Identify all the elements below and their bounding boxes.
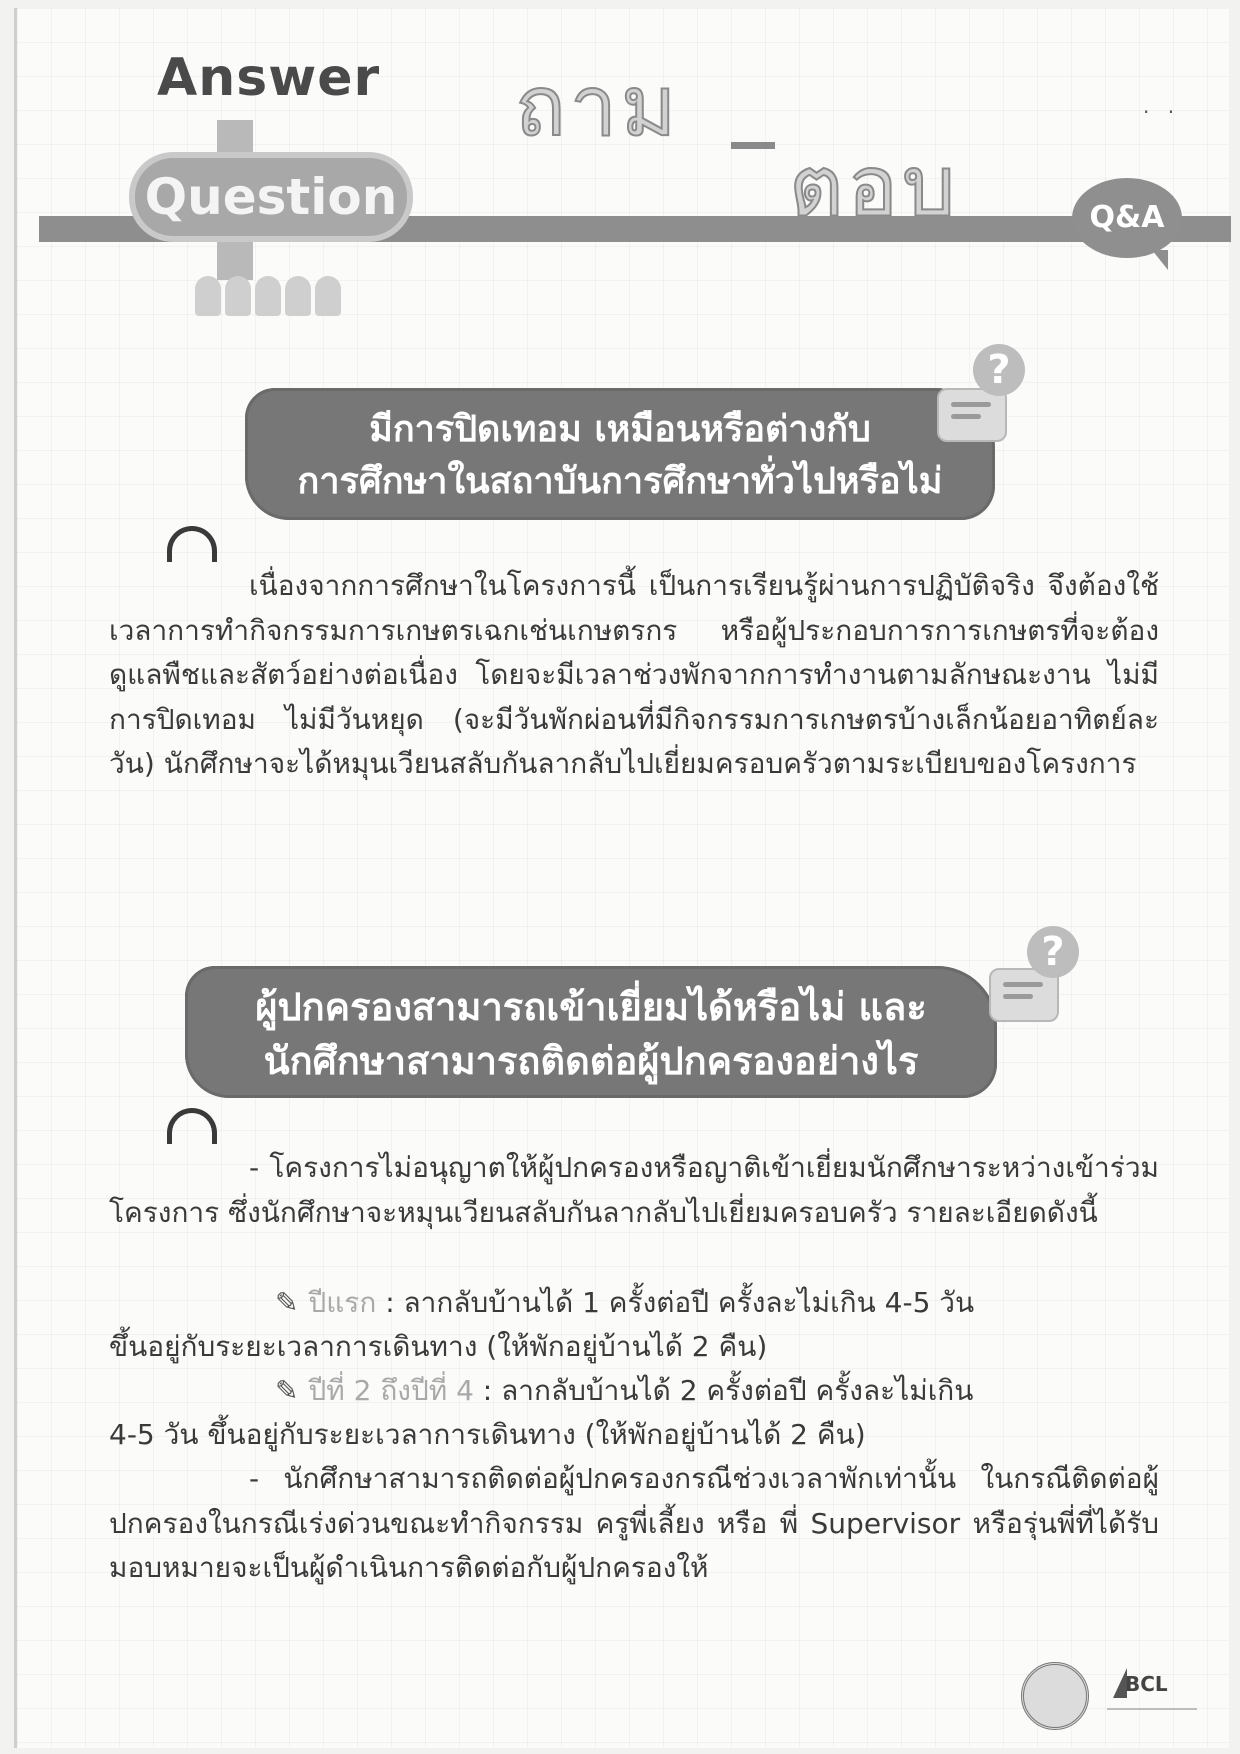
rule-item-1-text: : ลากลับบ้านได้ 1 ครั้งต่อปี ครั้งละไม่เกิน 4-5 วัน: [385, 1286, 975, 1319]
rule-item-2-text: : ลากลับบ้านได้ 2 ครั้งต่อปี ครั้งละไม่เกิน: [482, 1374, 974, 1407]
pencil-icon: ✎: [275, 1374, 299, 1407]
seal-logo: [1021, 1662, 1089, 1730]
rule-item-1-line-2: ขึ้นอยู่กับระยะเวลาการเดินทาง (ให้พักอยู่บ้านได้ 2 คืน): [109, 1330, 768, 1363]
header-question-label: Question: [135, 158, 407, 236]
answer-1-paragraph: เนื่องจากการศึกษาในโครงการนี้ เป็นการเรียนรู้ผ่านการปฏิบัติจริง จึงต้องใช้เวลาการทำกิจกรรมการเกษตรเฉกเช่นเกษตรกร หรือผู้ประกอบการการเกษตรที่จะต้องดูแลพืชและสัตว์อย่างต่อเนื่อง โดยจะมีเวลาช่วงพักจากการทำงานตามลักษณะงาน ไม่มีการปิดเทอม ไม่มีวันหยุด (จะมีวันพักผ่อนที่มีกิจกรรมการเกษตรบ้างเล็กน้อยอาทิตย์ละวัน) นักศึกษาจะได้หมุนเวียนสลับกันลากลับไปเยี่ยมครอบครัวตามระเบียบของโครงการ: [109, 569, 1159, 780]
rule-item-1-term: ปีแรก: [308, 1286, 377, 1319]
question-1-line-2: การศึกษาในสถาบันการศึกษาทั่วไปหรือไม่: [297, 461, 943, 502]
bcl-logo-underline: [1107, 1708, 1197, 1710]
bcl-logo: BCL: [1125, 1672, 1168, 1696]
rule-item-2-line-1: [275, 1369, 973, 1413]
pencil-icon: ✎: [275, 1286, 299, 1319]
scan-dots: · ·: [1143, 100, 1181, 124]
question-banner-1: [245, 388, 995, 520]
qa-badge-icon: Q&A: [1072, 178, 1182, 258]
header-dash: [731, 142, 775, 149]
question-1-line-1: มีการปิดเทอม เหมือนหรือต่างกับ: [369, 409, 871, 450]
question-2-line-1: ผู้ปกครองสามารถเข้าเยี่ยมได้หรือไม่ และ: [255, 985, 927, 1029]
question-2-line-2: นักศึกษาสามารถติดต่อผู้ปกครองอย่างไร: [263, 1039, 919, 1083]
document-page: [14, 8, 1229, 1748]
question-mark-icon: ?: [1027, 926, 1079, 978]
header-thai-title-ask: ถาม: [515, 57, 681, 155]
avatar-icon: [167, 1108, 217, 1144]
question-mark-icon: ?: [973, 344, 1025, 396]
rule-item-2-term: ปีที่ 2 ถึงปีที่ 4: [308, 1374, 474, 1407]
answer-2-intro: - โครงการไม่อนุญาตให้ผู้ปกครองหรือญาติเข้าเยี่ยมนักศึกษาระหว่างเข้าร่วมโครงการ ซึ่งนักศึกษาจะหมุนเวียนสลับกันลากลับไปเยี่ยมครอบครัว รายละเอียดดังนี้: [109, 1151, 1159, 1229]
question-banner-2: [185, 966, 997, 1098]
answer-2-contact: - นักศึกษาสามารถติดต่อผู้ปกครองกรณีช่วงเวลาพักเท่านั้น ในกรณีติดต่อผู้ปกครองในกรณีเร่งด่วนขณะทำกิจกรรม ครูพี่เลี้ยง หรือ พี่ Supervisor หรือรุ่นพี่ที่ได้รับมอบหมายจะเป็นผู้ดำเนินการติดต่อกับผู้ปกครองให้: [109, 1462, 1159, 1584]
rule-item-2-line-2: 4-5 วัน ขึ้นอยู่กับระยะเวลาการเดินทาง (ให้พักอยู่บ้านได้ 2 คืน): [109, 1418, 866, 1451]
header-answer-label: Answer: [157, 48, 381, 108]
rule-item-1-line-1: [275, 1281, 974, 1325]
avatar-icon: [167, 526, 217, 562]
header-people-graphic: [195, 276, 355, 320]
header-thai-title-answer: ตอบ: [789, 137, 960, 235]
chat-bubble-icon: [937, 388, 1007, 442]
